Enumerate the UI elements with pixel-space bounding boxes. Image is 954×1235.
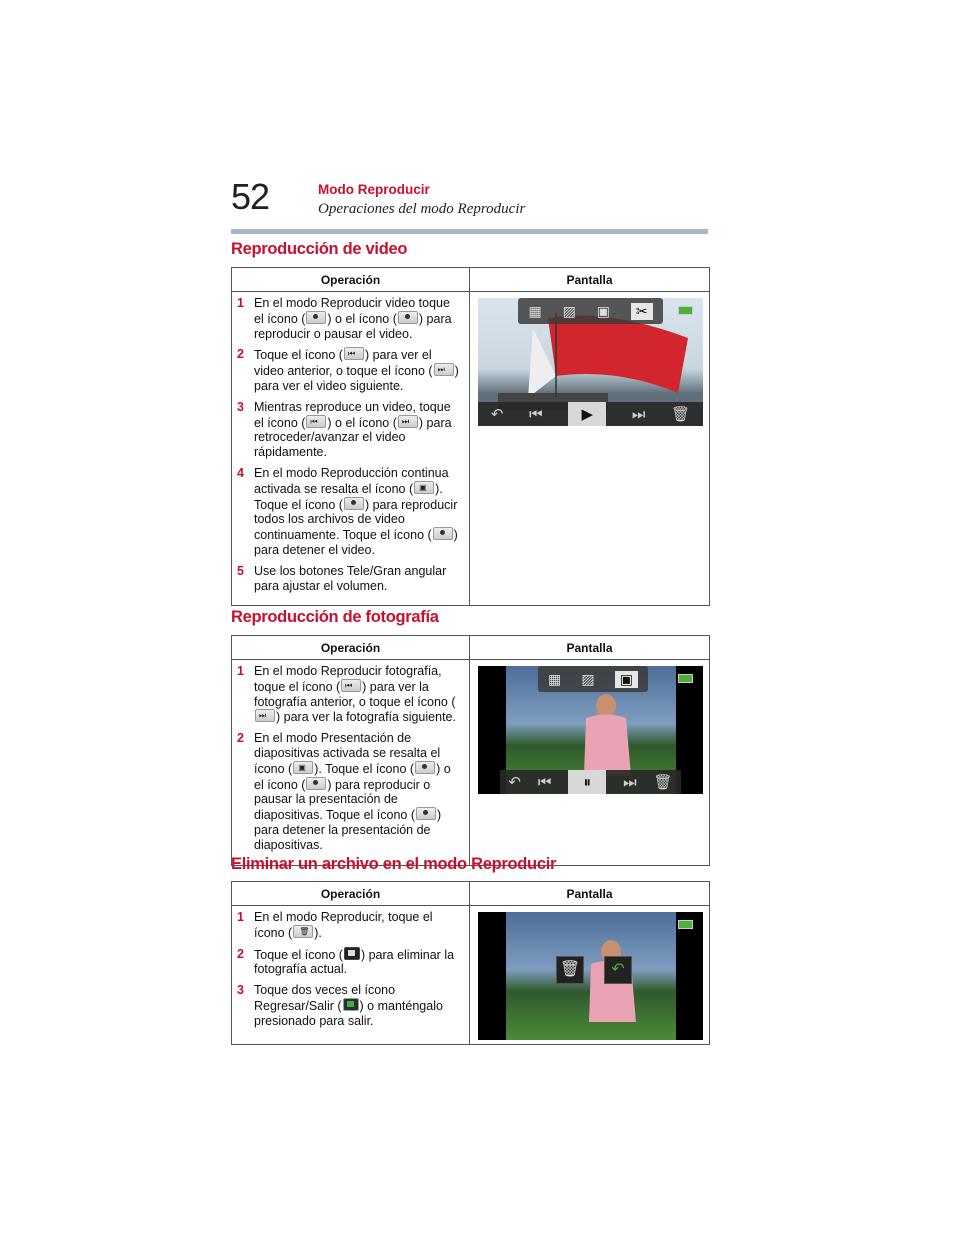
fast-forward-icon bbox=[398, 415, 418, 428]
delete-table bbox=[231, 881, 710, 1045]
step-number: 1 bbox=[237, 664, 244, 678]
step-item: 2 Toque el ícono ( ) para eliminar la fotografía actual. bbox=[237, 946, 455, 977]
battery-icon bbox=[678, 306, 693, 315]
step-item: 1 En el modo Reproducir video toque el ícono ( ) o el ícono ( ) para reproducir o pausar el video. bbox=[237, 296, 452, 341]
step-number: 2 bbox=[237, 347, 244, 362]
step-number: 4 bbox=[237, 465, 244, 480]
step-number: 2 bbox=[237, 731, 244, 746]
section-title-delete: Eliminar un archivo en el modo Reproducir bbox=[231, 855, 557, 873]
video-bottom-toolbar bbox=[478, 402, 703, 426]
video-playback-screenshot bbox=[478, 298, 703, 426]
col-header-operation: Operación bbox=[232, 268, 470, 292]
delete-confirm-icon bbox=[344, 947, 360, 960]
pause-icon bbox=[398, 311, 418, 324]
delete-steps bbox=[232, 906, 469, 1041]
pause-icon bbox=[306, 777, 326, 790]
step-item: 5 Use los botones Tele/Gran angular para ajustar el volumen. bbox=[237, 563, 447, 593]
previous-icon: ⏮ bbox=[537, 773, 552, 791]
edit-icon: ✂ bbox=[631, 303, 653, 320]
step-number: 1 bbox=[237, 910, 244, 924]
play-icon bbox=[344, 497, 364, 510]
step-number: 1 bbox=[237, 296, 244, 310]
photo-table bbox=[231, 635, 710, 866]
stop-icon bbox=[433, 527, 453, 540]
step-item: 2 Toque el ícono (⏮ ) para ver el video anterior, o toque el ícono (⏭ ) para ver el video siguiente. bbox=[232, 347, 463, 393]
step-item: 4 En el modo Reproducción continua activada se resalta el ícono (▣ ). Toque el ícono ( ) para reproducir todos los archivos de video continuamente. Toque el ícono ( ) para detener el video. bbox=[232, 466, 463, 558]
play-icon bbox=[306, 311, 326, 324]
slideshow-icon: ▣ bbox=[596, 302, 610, 319]
step-item: 1 En el modo Reproducir fotografía, toque el ícono (⏮ ) para ver la fotografía anterior, o toque el ícono (⏭) para ver la fotografía siguiente. bbox=[232, 664, 463, 725]
subchapter-title: Operaciones del modo Reproducir bbox=[318, 201, 526, 217]
next-icon: ⏭ bbox=[631, 405, 646, 423]
header-rule bbox=[231, 229, 708, 234]
rewind-icon bbox=[306, 415, 326, 428]
trash-icon: 🗑 bbox=[671, 406, 691, 423]
picture-icon: ▨ bbox=[562, 302, 576, 319]
col-header-screen: Pantalla bbox=[470, 636, 710, 660]
photo-steps bbox=[232, 660, 469, 865]
play-icon bbox=[415, 761, 435, 774]
return-icon: ↶ bbox=[604, 956, 632, 984]
battery-icon bbox=[678, 674, 693, 683]
col-header-operation: Operación bbox=[232, 882, 470, 906]
stop-icon bbox=[416, 807, 436, 820]
picture-icon: ▨ bbox=[581, 670, 595, 687]
chapter-title: Modo Reproducir bbox=[318, 182, 430, 197]
col-header-operation: Operación bbox=[232, 636, 470, 660]
col-header-screen: Pantalla bbox=[470, 268, 710, 292]
step-item: 3 Mientras reproduce un video, toque el ícono (⏮ ) o el ícono (⏭ ) para retroceder/avanzar el video rápidamente. bbox=[232, 400, 463, 460]
step-number: 5 bbox=[237, 563, 244, 578]
slideshow-icon bbox=[293, 761, 313, 774]
video-table bbox=[231, 267, 710, 606]
step-item: 1 En el modo Reproducir, toque el ícono (🗑 ). bbox=[232, 910, 463, 941]
play-icon: ▶ bbox=[568, 402, 606, 426]
page-number: 52 bbox=[231, 176, 270, 217]
return-exit-icon bbox=[343, 998, 359, 1011]
continuous-play-icon bbox=[414, 481, 434, 494]
grid-icon: ▦ bbox=[548, 670, 562, 687]
photo-top-toolbar bbox=[538, 666, 648, 692]
photo-playback-screenshot bbox=[478, 666, 703, 794]
return-icon: ↶ bbox=[490, 406, 504, 423]
previous-icon: ⏮ bbox=[529, 405, 543, 423]
next-icon bbox=[255, 709, 275, 722]
video-steps bbox=[232, 292, 469, 605]
col-header-screen: Pantalla bbox=[470, 882, 710, 906]
next-icon: ⏭ bbox=[623, 773, 637, 791]
previous-icon bbox=[341, 679, 361, 692]
grid-icon: ▦ bbox=[528, 302, 542, 319]
section-title-video: Reproducción de video bbox=[231, 240, 408, 258]
golfer-figure bbox=[506, 912, 676, 1040]
step-number: 2 bbox=[237, 946, 244, 961]
slideshow-icon: ▣ bbox=[615, 671, 638, 688]
delete-screenshot bbox=[478, 912, 703, 1040]
return-icon: ↶ bbox=[508, 774, 521, 791]
trash-icon bbox=[293, 925, 313, 938]
trash-icon: 🗑 bbox=[556, 956, 584, 984]
step-number: 3 bbox=[237, 983, 244, 998]
photo-bottom-toolbar bbox=[500, 770, 681, 794]
step-number: 3 bbox=[237, 399, 244, 414]
section-title-photo: Reproducción de fotografía bbox=[231, 608, 439, 626]
next-icon bbox=[434, 363, 454, 376]
golfer-photo bbox=[506, 912, 676, 1040]
trash-icon: 🗑 bbox=[653, 774, 673, 791]
step-item: 2 En el modo Presentación de diapositivas activada se resalta el ícono (▣ ). Toque el ícono ( ) o el ícono ( ) para reproducir o pausar la presentación de diapositivas. Toque el ícono ( ) para detener la presentación de diapositivas. bbox=[232, 731, 463, 852]
battery-icon bbox=[678, 920, 693, 929]
video-top-toolbar bbox=[518, 298, 663, 324]
pause-icon: ⏸ bbox=[568, 770, 606, 794]
step-item: 3 Toque dos veces el ícono Regresar/Salir ( ) o manténgalo presionado para salir. bbox=[237, 983, 443, 1028]
previous-icon bbox=[344, 347, 364, 360]
